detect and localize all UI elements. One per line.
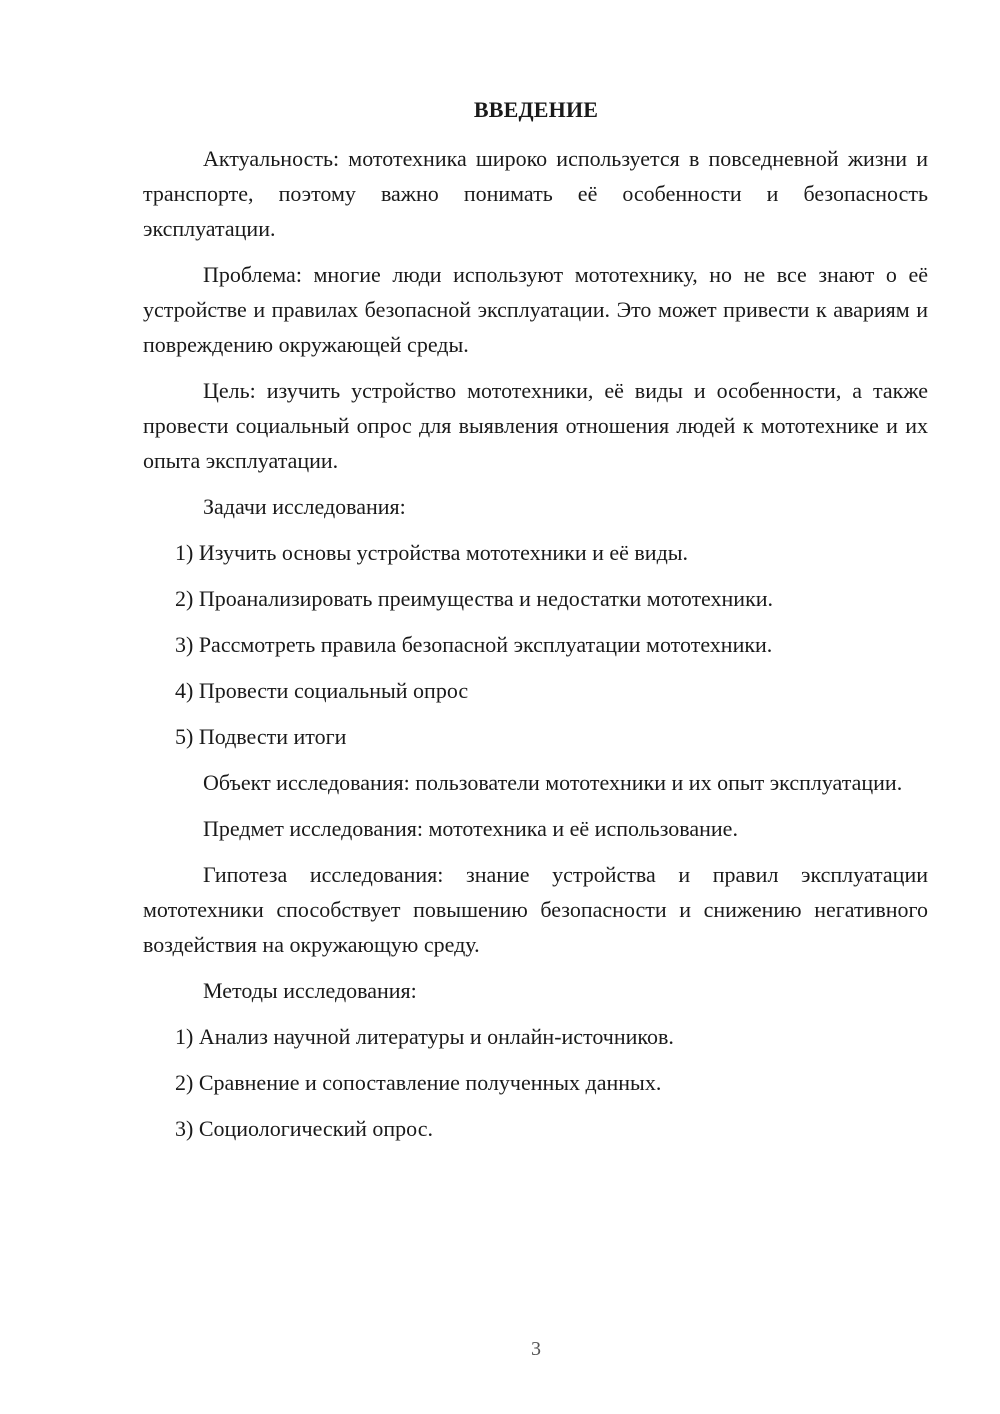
method-item: 1) Анализ научной литературы и онлайн-источников. [175, 1024, 674, 1049]
goal-paragraph: Цель: изучить устройство мототехники, её виды и особенности, а также провести социальный опрос для выявления отношения людей к мототехнике и их опыта эксплуатации. [143, 378, 928, 473]
task-item: 1) Изучить основы устройства мототехники и её виды. [175, 540, 689, 565]
task-item: 2) Проанализировать преимущества и недостатки мототехники. [175, 586, 774, 611]
task-item: 4) Провести социальный опрос [175, 678, 469, 703]
task-item: 5) Подвести итоги [175, 724, 347, 749]
object-paragraph: Объект исследования: пользователи мототехники и их опыт эксплуатации. [203, 770, 903, 795]
relevance-paragraph: Актуальность: мототехника широко используется в повседневной жизни и транспорте, поэтому важно понимать её особенности и безопасность эксплуатации. [143, 146, 928, 241]
page-number: 3 [531, 1338, 541, 1360]
problem-paragraph: Проблема: многие люди используют мототехнику, но не все знают о её устройстве и правилах безопасной эксплуатации. Это может привести к авариям и повреждению окружающей среды. [143, 262, 928, 357]
document-body [143, 141, 928, 1157]
method-item: 3) Социологический опрос. [175, 1116, 433, 1141]
task-item: 3) Рассмотреть правила безопасной эксплуатации мототехники. [175, 632, 773, 657]
subject-paragraph: Предмет исследования: мототехника и её использование. [203, 816, 738, 841]
tasks-heading: Задачи исследования: [203, 494, 406, 519]
hypothesis-paragraph: Гипотеза исследования: знание устройства и правил эксплуатации мототехники способствует повышению безопасности и снижению негативного воздействия на окружающую среду. [143, 862, 928, 957]
method-item: 2) Сравнение и сопоставление полученных данных. [175, 1070, 662, 1095]
page-title: ВВЕДЕНИЕ [473, 97, 599, 122]
methods-heading: Методы исследования: [203, 978, 417, 1003]
